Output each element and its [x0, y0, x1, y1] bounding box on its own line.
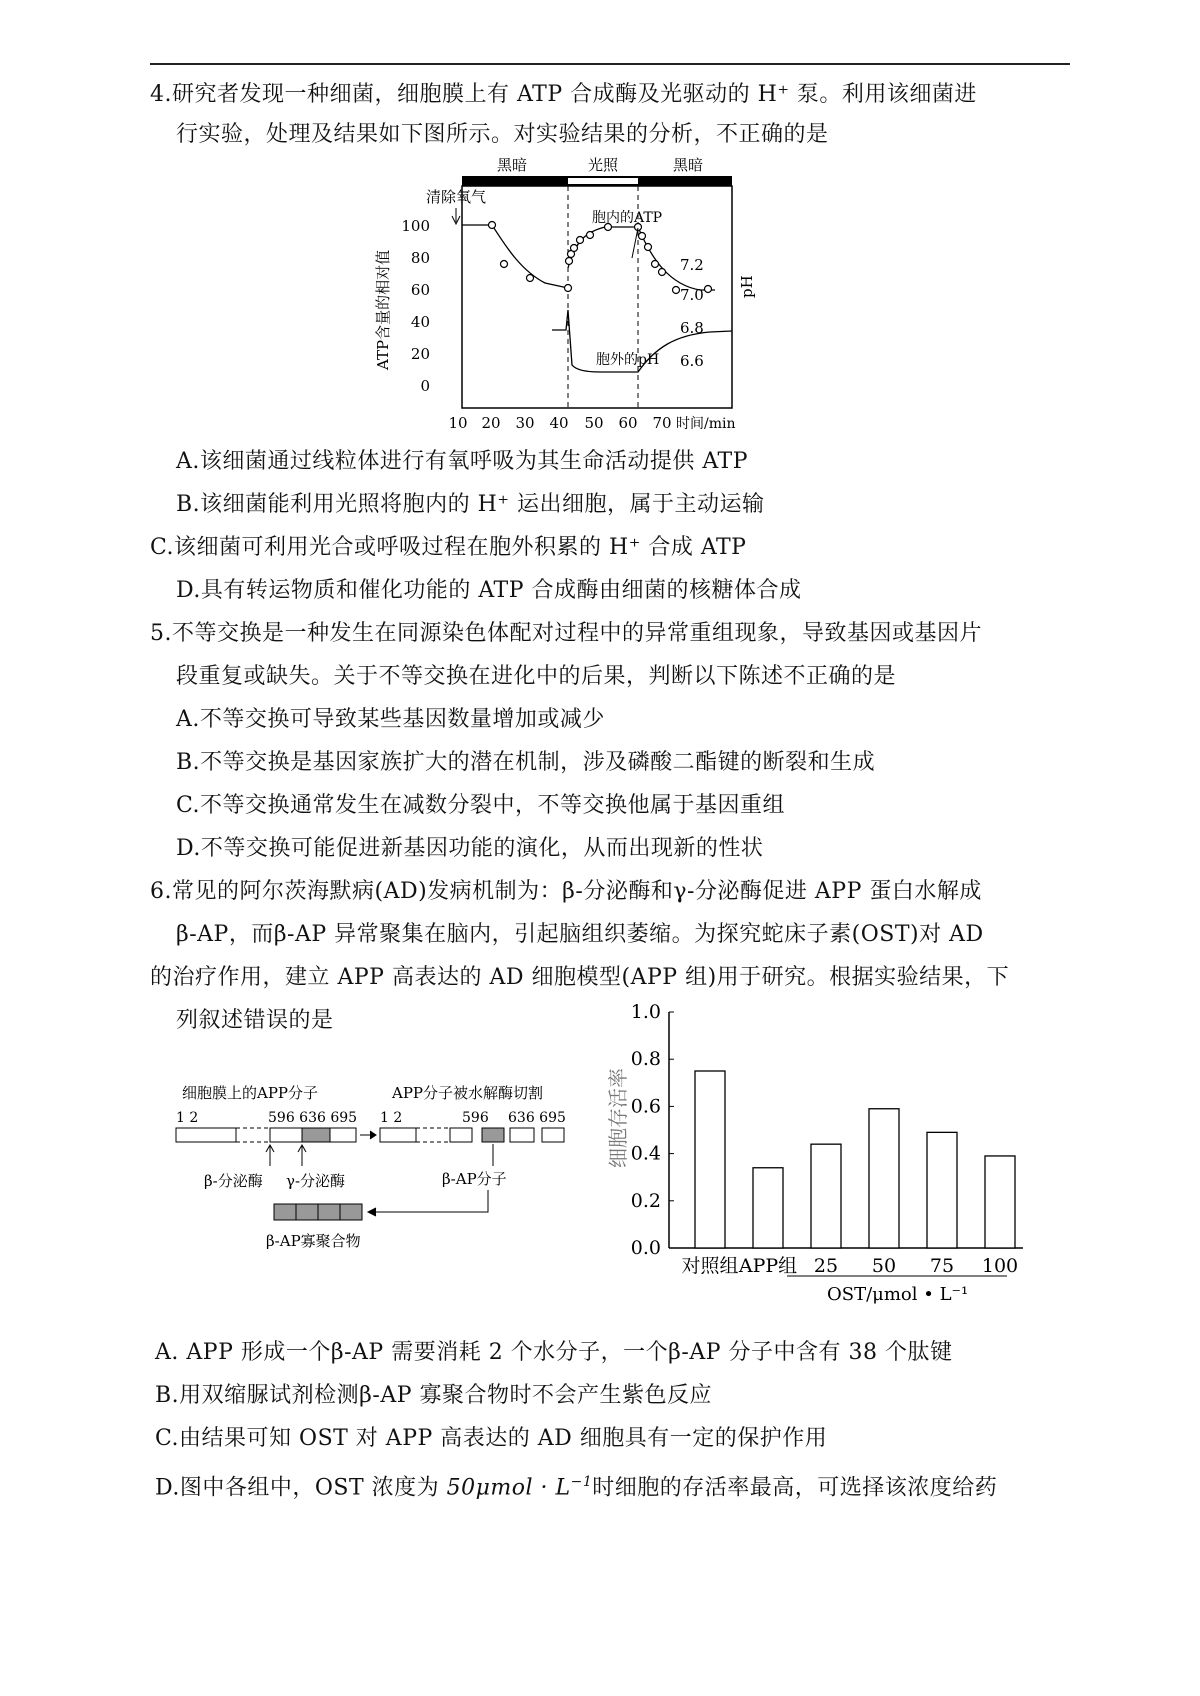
y-tick-label: 0.4: [630, 1142, 661, 1165]
diagram-title-right: APP分子被水解酶切割: [392, 1084, 544, 1102]
beta-enzyme-label: β-分泌酶: [204, 1172, 263, 1190]
bar-25: [811, 1144, 841, 1248]
svg-text:6.8: 6.8: [680, 319, 704, 337]
app-bar-right-seg1: [380, 1128, 416, 1142]
gamma-enzyme-label: γ-分泌酶: [286, 1172, 346, 1190]
app-bar-left-seg1: [176, 1128, 236, 1142]
q6-option-c: C.由结果可知 OST 对 APP 高表达的 AD 细胞具有一定的保护作用: [155, 1426, 828, 1451]
app-cleavage-diagram: [170, 1080, 615, 1270]
svg-text:100: 100: [401, 217, 430, 235]
light-bar: [568, 178, 638, 184]
q6-option-a: A. APP 形成一个β-AP 需要消耗 2 个水分子，一个β-AP 分子中含有 38 个肽键: [155, 1340, 953, 1365]
bar-label-dark2: 黑暗: [672, 156, 704, 174]
ph-out-label: 胞外的pH: [596, 352, 660, 368]
y-right-label: pH: [738, 275, 756, 298]
svg-text:0: 0: [420, 377, 430, 395]
svg-text:20: 20: [481, 414, 501, 432]
nums-left-end: 596 636 695: [268, 1110, 358, 1126]
atp-ph-figure: [370, 150, 810, 445]
q4-stem-line1: 4.研究者发现一种细菌，细胞膜上有 ATP 合成酶及光驱动的 H⁺ 泵。利用该细菌进: [150, 82, 977, 107]
svg-text:40: 40: [410, 313, 430, 331]
q5-stem-line1: 5.不等交换是一种发生在同源染色体配对过程中的异常重组现象，导致基因或基因片: [150, 621, 982, 646]
svg-text:7.2: 7.2: [680, 256, 704, 274]
oligomer-blocks: [274, 1204, 362, 1220]
y-tick-label: 1.0: [630, 1001, 661, 1023]
q6-option-d-math: 50μmol · L: [446, 1475, 571, 1501]
x-category-label: 25: [813, 1255, 839, 1277]
atp-in-label: 胞内的ATP: [592, 210, 663, 226]
beta-ap-region: [302, 1128, 330, 1142]
svg-text:7.0: 7.0: [680, 286, 704, 304]
remove-o2-label: 清除氧气: [426, 188, 487, 206]
bar-100: [985, 1156, 1015, 1248]
oligomer-label: β-AP寡聚合物: [266, 1232, 361, 1250]
chart-xlabel: OST/μmol • L⁻¹: [827, 1284, 969, 1305]
diagram-title-left: 细胞膜上的APP分子: [182, 1084, 319, 1102]
y-left-label: ATP含量的相对值: [374, 249, 392, 370]
x-axis-label: 时间/min: [676, 416, 736, 432]
q5-option-d: D.不等交换可能促进新基因功能的演化，从而出现新的性状: [176, 836, 764, 861]
bar-50: [869, 1109, 899, 1248]
q6-stem-line1: 6.常见的阿尔茨海默病(AD)发病机制为：β-分泌酶和γ-分泌酶促进 APP 蛋白水解成: [150, 879, 982, 904]
x-category-label: 对照组: [681, 1255, 739, 1277]
y-tick-label: 0.2: [630, 1189, 661, 1212]
nums-right-start: 1 2: [380, 1110, 403, 1126]
y-tick-label: 0.0: [630, 1237, 661, 1259]
q5-stem-line2: 段重复或缺失。关于不等交换在进化中的后果，判断以下陈述不正确的是: [176, 664, 897, 689]
q6-option-d-pre: D.图中各组中，OST 浓度为: [155, 1475, 447, 1501]
q6-option-b: B.用双缩脲试剂检测β-AP 寡聚合物时不会产生紫色反应: [155, 1383, 712, 1408]
x-axis-ticks: [448, 414, 671, 432]
bar-对照组: [695, 1071, 725, 1248]
q6-option-d: [155, 1467, 997, 1503]
bar-label-dark1: 黑暗: [496, 156, 528, 174]
cell-survival-bar-chart: [605, 1000, 1035, 1320]
app-bar-left-seg3: [330, 1128, 356, 1142]
x-category-label: 100: [981, 1255, 1019, 1277]
svg-text:80: 80: [410, 249, 430, 267]
q6-stem-line4: 列叙述错误的是: [176, 1008, 334, 1033]
q6-stem-line3: 的治疗作用，建立 APP 高表达的 AD 细胞模型(APP 组)用于研究。根据实验结果，下: [150, 965, 1010, 990]
q5-option-a: A.不等交换可导致某些基因数量增加或减少: [176, 707, 605, 732]
q5-option-b: B.不等交换是基因家族扩大的潜在机制，涉及磷酸二酯键的断裂和生成: [176, 750, 876, 775]
y-tick-label: 0.8: [630, 1048, 661, 1071]
atp-points: [489, 222, 712, 294]
svg-text:70: 70: [652, 414, 672, 432]
left-axis-ticks: [401, 217, 430, 395]
x-category-label: 75: [929, 1255, 955, 1277]
q6-stem-line2: β-AP，而β-AP 异常聚集在脑内，引起脑组织萎缩。为探究蛇床子素(OST)对 AD: [176, 922, 984, 947]
app-bar-left-seg2: [270, 1128, 302, 1142]
svg-text:6.6: 6.6: [680, 352, 704, 370]
q4-option-b: B.该细菌能利用光照将胞内的 H⁺ 运出细胞，属于主动运输: [176, 492, 765, 517]
bar-75: [927, 1132, 957, 1248]
nums-left-start: 1 2: [176, 1110, 199, 1126]
q6-option-d-post: 时细胞的存活率最高，可选择该浓度给药: [592, 1475, 998, 1501]
svg-text:30: 30: [515, 414, 535, 432]
svg-text:20: 20: [410, 345, 430, 363]
q4-option-a: A.该细菌通过线粒体进行有氧呼吸为其生命活动提供 ATP: [176, 449, 749, 474]
svg-text:40: 40: [549, 414, 569, 432]
svg-text:50: 50: [584, 414, 604, 432]
bar-label-light: 光照: [587, 156, 619, 174]
beta-ap-label: β-AP分子: [442, 1170, 507, 1188]
nums-right-mid: 596: [462, 1110, 489, 1126]
q4-stem-line2: 行实验，处理及结果如下图所示。对实验结果的分析，不正确的是: [176, 122, 829, 147]
chart-ylabel: 细胞存活率: [606, 1068, 630, 1168]
nums-right-end: 636 695: [508, 1110, 566, 1126]
x-category-label: APP组: [738, 1255, 798, 1277]
y-tick-label: 0.6: [630, 1095, 661, 1118]
svg-text:60: 60: [618, 414, 638, 432]
svg-text:10: 10: [448, 414, 468, 432]
right-axis-ticks: [680, 256, 704, 370]
svg-text:60: 60: [410, 281, 430, 299]
header-rule: [150, 63, 1070, 65]
q5-option-c: C.不等交换通常发生在减数分裂中，不等交换他属于基因重组: [176, 793, 786, 818]
x-category-label: 50: [871, 1255, 897, 1277]
beta-ap-fragment: [482, 1128, 504, 1142]
q4-option-c: C.该细菌可利用光合或呼吸过程在胞外积累的 H⁺ 合成 ATP: [150, 535, 747, 560]
q4-option-d: D.具有转运物质和催化功能的 ATP 合成酶由细菌的核糖体合成: [176, 578, 802, 603]
bar-APP组: [753, 1168, 783, 1248]
q6-option-d-sup: −1: [570, 1474, 593, 1490]
